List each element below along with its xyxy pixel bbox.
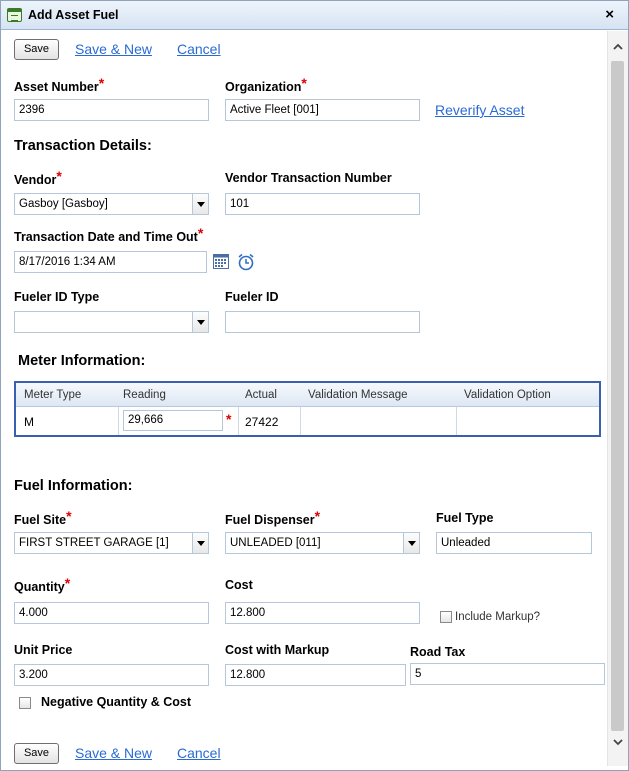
cost-label: Cost	[225, 578, 253, 592]
chevron-down-icon[interactable]	[192, 312, 208, 332]
transaction-details-heading: Transaction Details:	[14, 138, 152, 154]
organization-field[interactable]: Active Fleet [001]	[225, 99, 420, 121]
scrollbar-thumb[interactable]	[611, 61, 624, 731]
chevron-down-icon[interactable]	[192, 194, 208, 214]
cancel-link-bottom[interactable]: Cancel	[177, 745, 221, 761]
fueler-id-type-select[interactable]	[14, 311, 209, 333]
meter-information-heading: Meter Information:	[18, 353, 146, 369]
vendor-value: Gasboy [Gasboy]	[19, 198, 108, 210]
road-tax-field[interactable]: 5	[410, 663, 605, 685]
unit-price-label: Unit Price	[14, 643, 73, 657]
meter-type-value: M	[24, 415, 34, 429]
fueler-id-type-label: Fueler ID Type	[14, 290, 100, 304]
meter-type-cell	[16, 407, 119, 435]
column-header[interactable]: Reading	[123, 389, 166, 401]
grid-header	[16, 383, 599, 407]
vendor-select[interactable]	[14, 193, 209, 215]
cancel-link[interactable]: Cancel	[177, 41, 221, 57]
cost-with-markup-field[interactable]: 12.800	[225, 664, 406, 686]
chevron-down-icon[interactable]	[192, 533, 208, 553]
reading-cell	[119, 407, 239, 435]
quantity-label: Quantity*	[14, 575, 71, 594]
fueler-id-label: Fueler ID	[225, 290, 279, 304]
fuel-site-select[interactable]	[14, 532, 209, 554]
negative-quantity-checkbox[interactable]	[19, 697, 31, 709]
required-marker: *	[98, 75, 105, 91]
dialog-title: Add Asset Fuel	[28, 8, 119, 22]
required-marker: *	[301, 75, 307, 91]
fuel-information-heading: Fuel Information:	[14, 478, 133, 494]
required-marker: *	[314, 508, 321, 524]
vendor-label: Vendor*	[14, 168, 62, 187]
save-and-new-link-bottom[interactable]: Save & New	[75, 745, 153, 761]
save-button-bottom[interactable]: Save	[14, 743, 59, 764]
fuel-type-field[interactable]: Unleaded	[436, 532, 592, 554]
fuel-site-value: FIRST STREET GARAGE [1]	[19, 537, 169, 549]
unit-price-field[interactable]: 3.200	[14, 664, 209, 686]
chevron-down-icon[interactable]	[608, 734, 628, 754]
asset-number-field[interactable]: 2396	[14, 99, 209, 121]
road-tax-label: Road Tax	[410, 645, 466, 659]
vertical-scrollbar[interactable]	[607, 31, 628, 766]
meter-grid	[14, 381, 601, 437]
save-and-new-link[interactable]: Save & New	[75, 41, 153, 57]
required-marker: *	[56, 168, 62, 184]
asset-number-label: Asset Number*	[14, 75, 105, 94]
calendar-icon[interactable]	[213, 254, 229, 272]
required-marker: *	[66, 508, 72, 524]
reading-field[interactable]: 29,666	[123, 410, 223, 431]
fuel-site-label: Fuel Site*	[14, 508, 72, 527]
fueler-id-field[interactable]	[225, 311, 420, 333]
column-header[interactable]: Meter Type	[24, 389, 82, 401]
required-marker: *	[226, 411, 232, 427]
form-icon	[7, 8, 22, 22]
include-markup-checkbox[interactable]	[440, 611, 452, 623]
reverify-asset-link[interactable]: Reverify Asset	[435, 102, 525, 118]
validation-option-cell	[457, 407, 599, 435]
title-bar	[1, 1, 628, 30]
organization-label: Organization*	[225, 75, 307, 94]
required-marker: *	[64, 575, 71, 591]
column-header[interactable]: Actual	[245, 389, 277, 401]
transaction-datetime-field[interactable]: 8/17/2016 1:34 AM	[14, 251, 207, 273]
validation-message-cell	[301, 407, 457, 435]
chevron-down-icon[interactable]	[403, 533, 419, 553]
column-header[interactable]: Validation Option	[464, 389, 551, 401]
fuel-type-label: Fuel Type	[436, 511, 494, 525]
fuel-dispenser-select[interactable]	[225, 532, 420, 554]
actual-value: 27422	[245, 415, 279, 429]
cost-with-markup-label: Cost with Markup	[225, 643, 330, 657]
transaction-datetime-label: Transaction Date and Time Out*	[14, 225, 204, 244]
fuel-dispenser-label: Fuel Dispenser*	[225, 508, 321, 527]
fuel-dispenser-value: UNLEADED [011]	[230, 537, 321, 549]
required-marker: *	[197, 225, 204, 241]
column-header[interactable]: Validation Message	[308, 389, 408, 401]
cost-field[interactable]: 12.800	[225, 602, 420, 624]
clock-icon[interactable]	[237, 253, 255, 274]
actual-cell	[239, 407, 301, 435]
save-button[interactable]: Save	[14, 39, 59, 60]
quantity-field[interactable]: 4.000	[14, 602, 209, 624]
negative-quantity-label: Negative Quantity & Cost	[41, 695, 192, 709]
chevron-up-icon[interactable]	[608, 39, 628, 59]
vendor-transaction-number-label: Vendor Transaction Number	[225, 171, 392, 185]
vendor-transaction-number-field[interactable]: 101	[225, 193, 420, 215]
include-markup-label: Include Markup?	[455, 611, 541, 623]
close-icon[interactable]: ×	[605, 6, 614, 23]
